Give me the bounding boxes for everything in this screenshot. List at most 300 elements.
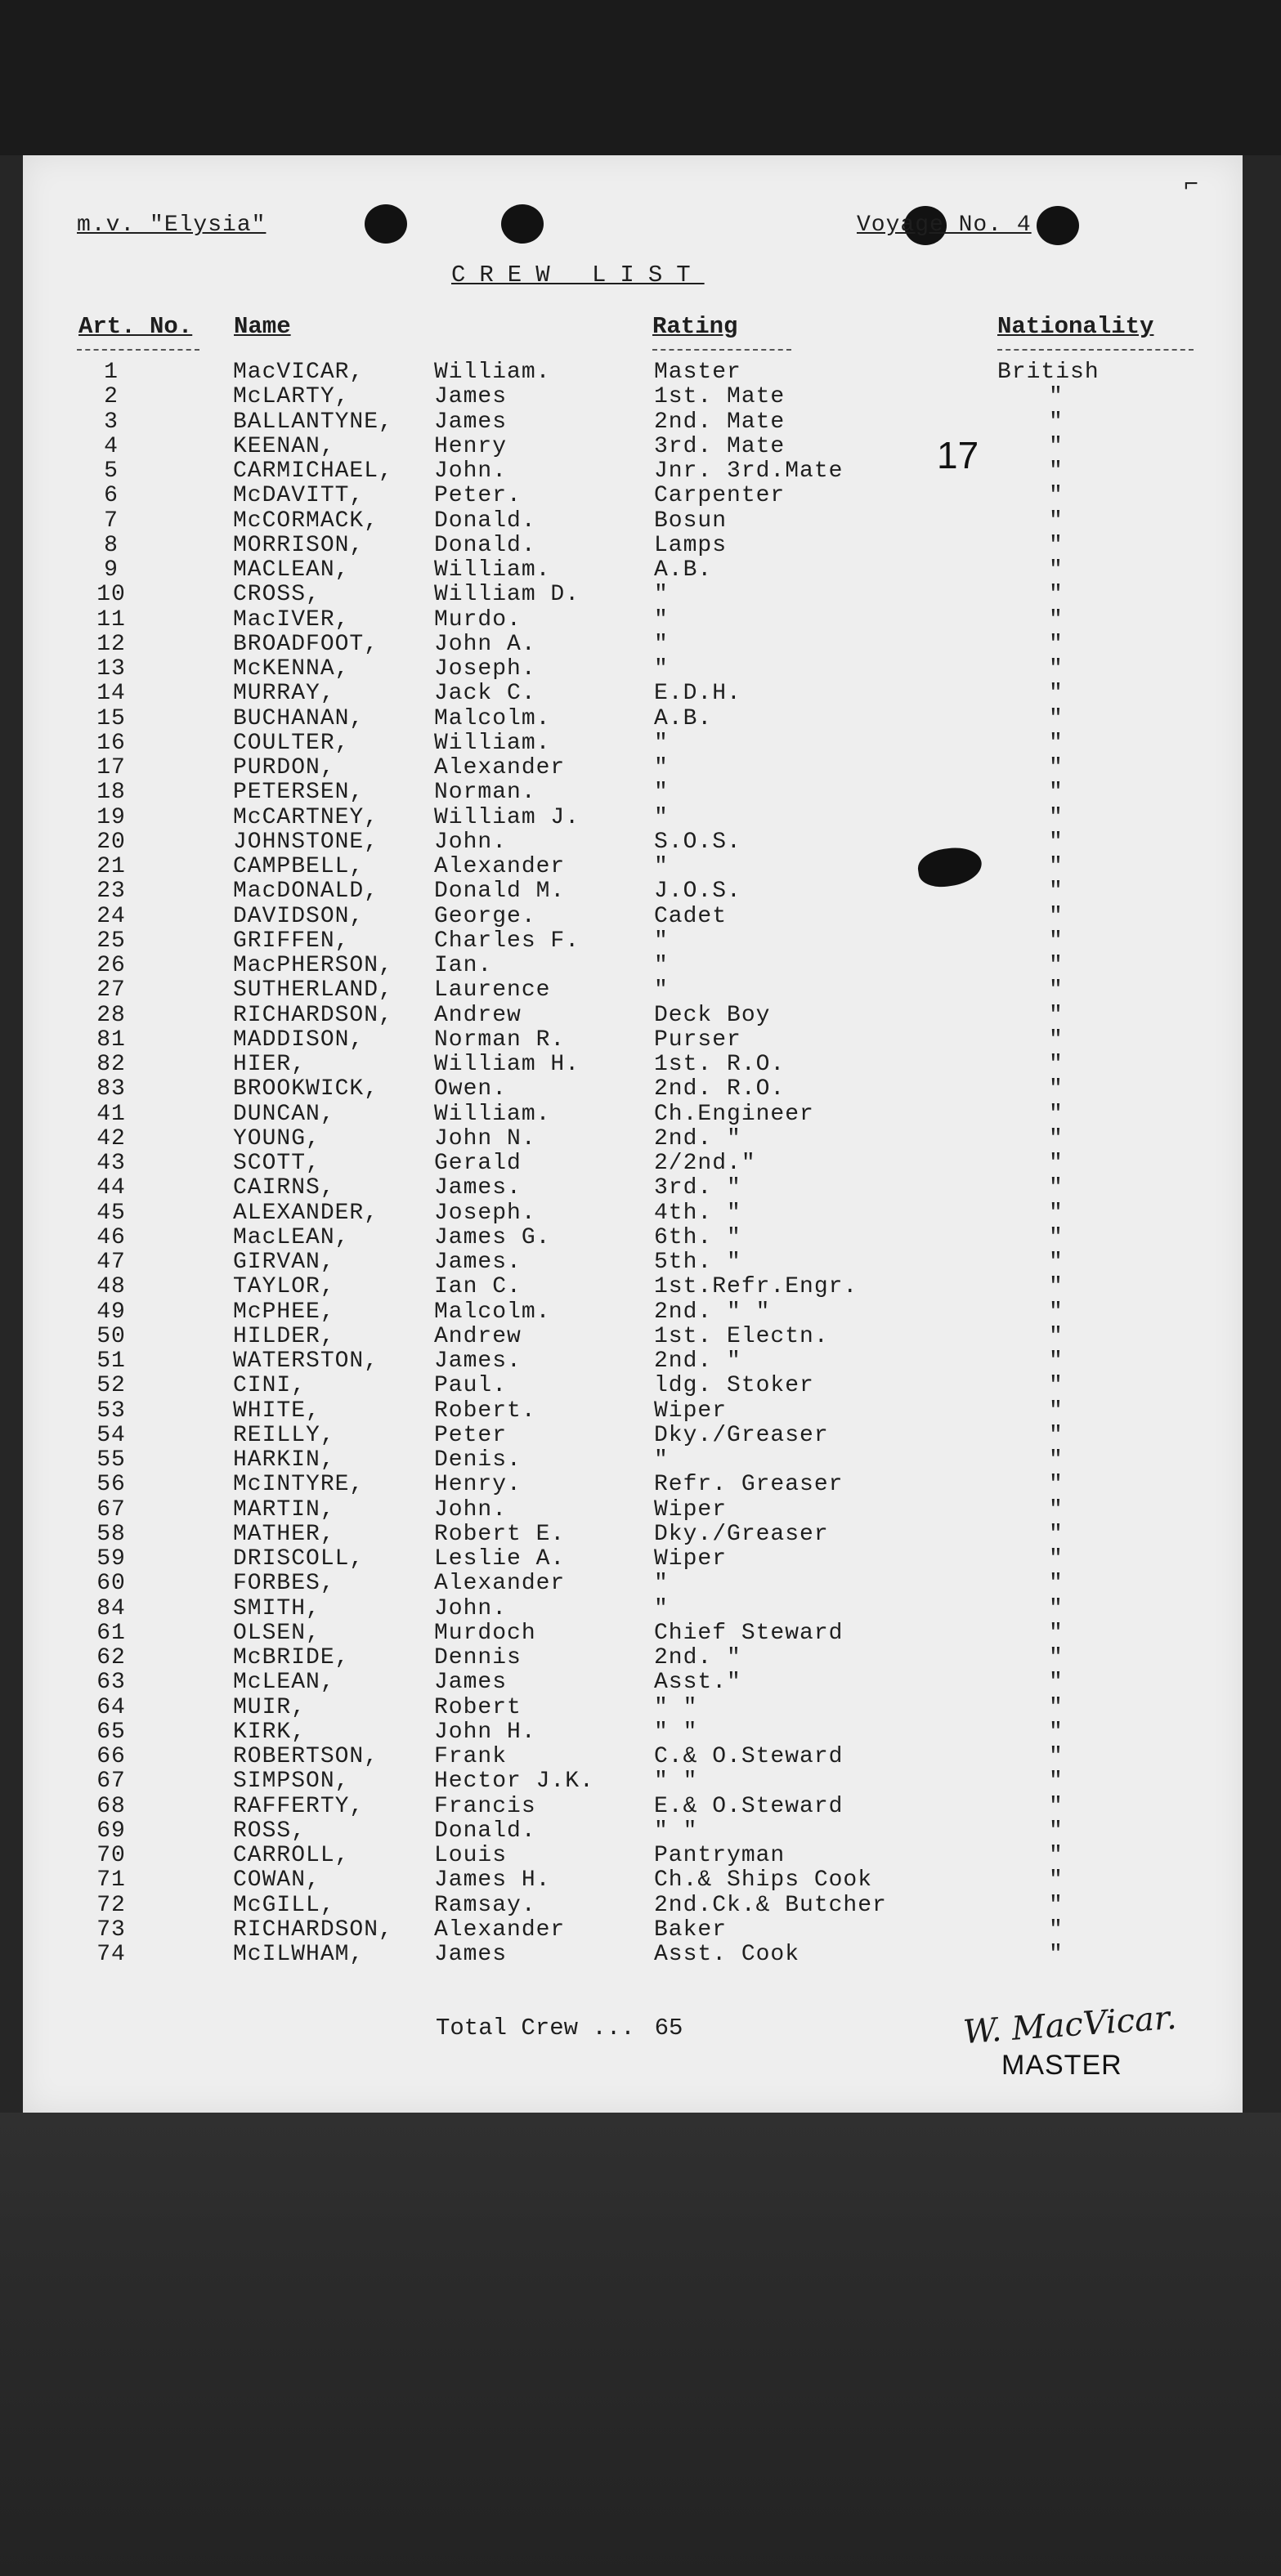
crew-given-name: John.	[434, 829, 508, 855]
crew-nationality: "	[1049, 1892, 1064, 1918]
crew-surname: SIMPSON,	[233, 1769, 350, 1795]
crew-rating: "	[654, 1447, 669, 1473]
crew-rating: " "	[654, 1818, 698, 1844]
crew-art-no: 21	[96, 854, 126, 879]
crew-nationality: "	[1049, 1250, 1064, 1275]
crew-given-name: Henry	[434, 433, 508, 459]
crew-rating: Dky./Greaser	[654, 1521, 829, 1547]
crew-given-name: Ian.	[434, 953, 493, 978]
crew-surname: RAFFERTY,	[233, 1793, 365, 1819]
crew-art-no: 54	[96, 1422, 126, 1448]
crew-rating: 1st. Mate	[654, 384, 786, 410]
crew-art-no: 18	[96, 780, 126, 806]
crew-surname: MATHER,	[233, 1521, 335, 1547]
crew-nationality: "	[1049, 557, 1064, 583]
crew-rating: Wiper	[654, 1398, 728, 1424]
crew-given-name: Malcolm.	[434, 705, 551, 731]
crew-surname: HARKIN,	[233, 1447, 335, 1473]
crew-nationality: "	[1049, 1175, 1064, 1201]
crew-rating: Wiper	[654, 1546, 728, 1572]
crew-given-name: Robert	[434, 1694, 522, 1720]
crew-rating: "	[654, 977, 669, 1004]
crew-rating: "	[654, 780, 669, 806]
crew-given-name: Robert.	[434, 1398, 536, 1424]
crew-surname: MACLEAN,	[233, 557, 350, 583]
crew-rating: Dky./Greaser	[654, 1422, 829, 1448]
crew-surname: McILWHAM,	[233, 1942, 365, 1967]
crew-art-no: 81	[96, 1026, 126, 1053]
crew-rating: Ch.Engineer	[654, 1101, 814, 1127]
crew-rating: Carpenter	[654, 483, 786, 509]
ink-blot	[916, 844, 984, 890]
crew-nationality: "	[1049, 1793, 1064, 1819]
crew-given-name: Malcolm.	[434, 1299, 551, 1325]
crew-art-no: 51	[96, 1348, 126, 1374]
crew-art-no: 49	[96, 1299, 126, 1325]
crew-given-name: Murdoch	[434, 1620, 536, 1646]
crew-nationality: "	[1049, 804, 1064, 830]
crew-rating: "	[654, 631, 669, 657]
crew-rating: Asst. Cook	[654, 1942, 800, 1967]
crew-art-no: 71	[96, 1867, 126, 1894]
crew-nationality: "	[1049, 928, 1064, 954]
crew-nationality: "	[1049, 1595, 1064, 1621]
crew-given-name: William.	[434, 360, 551, 385]
crew-nationality: "	[1049, 1151, 1064, 1176]
crew-rating: "	[654, 755, 669, 780]
column-header-art-no: Art. No.	[78, 313, 193, 340]
crew-surname: YOUNG,	[233, 1125, 320, 1152]
crew-art-no: 83	[96, 1076, 126, 1102]
crew-rating: 2nd. "	[654, 1348, 741, 1374]
crew-nationality: "	[1049, 409, 1064, 435]
crew-surname: BALLANTYNE,	[233, 409, 393, 435]
crew-given-name: Henry.	[434, 1472, 522, 1498]
crew-nationality: "	[1049, 1645, 1064, 1670]
crew-surname: CINI,	[233, 1373, 307, 1399]
crew-surname: McDAVITT,	[233, 483, 365, 509]
crew-given-name: John N.	[434, 1125, 536, 1152]
crew-given-name: Francis	[434, 1793, 536, 1819]
crew-given-name: James.	[434, 1348, 522, 1374]
crew-nationality: "	[1049, 433, 1064, 459]
crew-rating: 2nd. "	[654, 1125, 741, 1152]
crew-art-no: 45	[96, 1200, 126, 1226]
crew-surname: COULTER,	[233, 730, 350, 756]
crew-given-name: William.	[434, 1101, 551, 1127]
crew-given-name: Peter.	[434, 483, 522, 509]
crew-surname: McLARTY,	[233, 384, 350, 410]
crew-nationality: "	[1049, 854, 1064, 879]
header-divider-nationality	[997, 349, 1194, 351]
crew-rating: Chief Steward	[654, 1620, 844, 1646]
crew-art-no: 72	[96, 1892, 126, 1918]
crew-given-name: Charles F.	[434, 928, 580, 954]
crew-surname: McGILL,	[233, 1892, 335, 1918]
crew-nationality: "	[1049, 1422, 1064, 1448]
crew-art-no: 84	[96, 1595, 126, 1621]
crew-art-no: 69	[96, 1818, 126, 1844]
crew-nationality: "	[1049, 1026, 1064, 1053]
crew-art-no: 10	[96, 582, 126, 608]
crew-art-no: 19	[96, 804, 126, 830]
crew-nationality: "	[1049, 1744, 1064, 1769]
crew-surname: OLSEN,	[233, 1620, 320, 1646]
crew-rating: Refr. Greaser	[654, 1472, 844, 1498]
crew-given-name: Donald.	[434, 508, 536, 534]
crew-rating: " "	[654, 1694, 698, 1720]
crew-nationality: "	[1049, 606, 1064, 633]
crew-surname: CARROLL,	[233, 1843, 350, 1868]
crew-rating: Cadet	[654, 903, 728, 929]
crew-art-no: 12	[96, 631, 126, 657]
crew-rating: A.B.	[654, 705, 713, 731]
crew-art-no: 24	[96, 903, 126, 929]
crew-surname: SMITH,	[233, 1595, 320, 1621]
crew-nationality: "	[1049, 1546, 1064, 1572]
crew-surname: TAYLOR,	[233, 1274, 335, 1300]
crew-art-no: 73	[96, 1916, 126, 1943]
crew-surname: PETERSEN,	[233, 780, 365, 806]
crew-given-name: William H.	[434, 1052, 580, 1077]
crew-rating: 2nd. R.O.	[654, 1076, 786, 1102]
crew-art-no: 20	[96, 829, 126, 855]
crew-given-name: Owen.	[434, 1076, 508, 1102]
header-divider-rating	[652, 349, 791, 351]
crew-nationality: "	[1049, 1496, 1064, 1523]
crew-nationality: "	[1049, 1101, 1064, 1127]
crew-given-name: Louis	[434, 1843, 508, 1868]
crew-rating: Pantryman	[654, 1843, 786, 1868]
crew-given-name: John.	[434, 1496, 508, 1523]
crew-given-name: William J.	[434, 804, 580, 830]
crew-art-no: 55	[96, 1447, 126, 1473]
crew-rating: 2nd. "	[654, 1645, 741, 1670]
crew-rating: Wiper	[654, 1496, 728, 1523]
crew-art-no: 1	[104, 360, 119, 385]
crew-nationality: "	[1049, 953, 1064, 978]
crew-nationality: "	[1049, 1200, 1064, 1226]
crew-surname: CARMICHAEL,	[233, 458, 393, 484]
master-signature: W. MacVicar.	[961, 1998, 1178, 2052]
crew-given-name: James G.	[434, 1224, 551, 1250]
crew-nationality: "	[1049, 1694, 1064, 1720]
crew-nationality: "	[1049, 532, 1064, 558]
crew-given-name: Peter	[434, 1422, 508, 1448]
crew-rating: 2/2nd."	[654, 1151, 756, 1176]
crew-rating: "	[654, 953, 669, 978]
crew-given-name: James.	[434, 1250, 522, 1275]
crew-surname: WATERSTON,	[233, 1348, 379, 1374]
crew-surname: McINTYRE,	[233, 1472, 365, 1498]
crew-art-no: 60	[96, 1571, 126, 1597]
crew-given-name: James	[434, 1942, 508, 1967]
crew-rating: 3rd. "	[654, 1175, 741, 1201]
crew-rating: 2nd.Ck.& Butcher	[654, 1892, 887, 1918]
crew-art-no: 3	[104, 409, 119, 435]
crew-surname: RICHARDSON,	[233, 1916, 393, 1943]
crew-rating: Master	[654, 360, 741, 385]
crew-art-no: 6	[104, 483, 119, 509]
crew-rating: 3rd. Mate	[654, 433, 786, 459]
crew-art-no: 7	[104, 508, 119, 534]
crew-art-no: 25	[96, 928, 126, 954]
crew-nationality: "	[1049, 1002, 1064, 1028]
crew-given-name: Gerald	[434, 1151, 522, 1176]
crew-surname: ROSS,	[233, 1818, 307, 1844]
crew-given-name: George.	[434, 903, 536, 929]
crew-art-no: 68	[96, 1793, 126, 1819]
crew-rating: "	[654, 1571, 669, 1597]
crew-surname: MacPHERSON,	[233, 953, 393, 978]
crew-rating: 1st.Refr.Engr.	[654, 1274, 858, 1300]
crew-nationality: "	[1049, 1670, 1064, 1696]
crew-surname: MacDONALD,	[233, 879, 379, 905]
crew-nationality: "	[1049, 879, 1064, 905]
crew-given-name: Leslie A.	[434, 1546, 566, 1572]
crew-surname: CROSS,	[233, 582, 320, 608]
crew-art-no: 4	[104, 433, 119, 459]
crew-rating: J.O.S.	[654, 879, 741, 905]
crew-surname: CAIRNS,	[233, 1175, 335, 1201]
crew-art-no: 28	[96, 1002, 126, 1028]
crew-surname: MUIR,	[233, 1694, 307, 1720]
crew-rating: Asst."	[654, 1670, 741, 1696]
crew-art-no: 53	[96, 1398, 126, 1424]
crew-art-no: 52	[96, 1373, 126, 1399]
crew-nationality: "	[1049, 1299, 1064, 1325]
crew-nationality: "	[1049, 1942, 1064, 1967]
crew-given-name: Laurence	[434, 977, 551, 1004]
crew-rating: A.B.	[654, 557, 713, 583]
crew-nationality: "	[1049, 1373, 1064, 1399]
crew-art-no: 27	[96, 977, 126, 1004]
crew-rating: "	[654, 804, 669, 830]
crew-rating: 5th. "	[654, 1250, 741, 1275]
crew-nationality: "	[1049, 730, 1064, 756]
crew-surname: BUCHANAN,	[233, 705, 365, 731]
crew-art-no: 47	[96, 1250, 126, 1275]
crew-art-no: 43	[96, 1151, 126, 1176]
crew-surname: DAVIDSON,	[233, 903, 365, 929]
crew-nationality: "	[1049, 1818, 1064, 1844]
scan-border-top	[0, 0, 1281, 155]
crew-rating: "	[654, 1595, 669, 1621]
crew-nationality: "	[1049, 1224, 1064, 1250]
crew-rating: C.& O.Steward	[654, 1744, 844, 1769]
crew-surname: GRIFFEN,	[233, 928, 350, 954]
crew-list-document	[23, 155, 1243, 2113]
crew-surname: McCORMACK,	[233, 508, 379, 534]
crew-art-no: 44	[96, 1175, 126, 1201]
crew-art-no: 48	[96, 1274, 126, 1300]
crew-art-no: 67	[96, 1769, 126, 1795]
crew-surname: KIRK,	[233, 1719, 307, 1745]
crew-nationality: "	[1049, 1274, 1064, 1300]
crew-nationality: "	[1049, 1052, 1064, 1077]
crew-nationality: "	[1049, 1323, 1064, 1349]
torn-corner-mark: ⌐	[1184, 172, 1199, 199]
crew-given-name: James H.	[434, 1867, 551, 1894]
crew-art-no: 16	[96, 730, 126, 756]
crew-nationality: "	[1049, 1867, 1064, 1894]
crew-nationality: "	[1049, 1719, 1064, 1745]
crew-nationality: "	[1049, 384, 1064, 410]
crew-nationality: "	[1049, 1571, 1064, 1597]
crew-nationality: "	[1049, 1769, 1064, 1795]
crew-art-no: 56	[96, 1472, 126, 1498]
crew-given-name: William.	[434, 730, 551, 756]
crew-rating: " "	[654, 1719, 698, 1745]
crew-nationality: "	[1049, 1620, 1064, 1646]
crew-art-no: 13	[96, 656, 126, 682]
crew-surname: WHITE,	[233, 1398, 320, 1424]
crew-rating: 4th. "	[654, 1200, 741, 1226]
crew-surname: MADDISON,	[233, 1026, 365, 1053]
crew-nationality: "	[1049, 1447, 1064, 1473]
crew-art-no: 61	[96, 1620, 126, 1646]
crew-rating: "	[654, 656, 669, 682]
crew-given-name: Donald.	[434, 532, 536, 558]
crew-rating: E.D.H.	[654, 681, 741, 707]
crew-surname: CAMPBELL,	[233, 854, 365, 879]
crew-art-no: 5	[104, 458, 119, 484]
crew-nationality: "	[1049, 483, 1064, 509]
crew-art-no: 11	[96, 606, 126, 633]
crew-rating: "	[654, 854, 669, 879]
crew-rating: 1st. Electn.	[654, 1323, 829, 1349]
crew-surname: ROBERTSON,	[233, 1744, 379, 1769]
crew-nationality: "	[1049, 1843, 1064, 1868]
crew-surname: REILLY,	[233, 1422, 335, 1448]
crew-given-name: Paul.	[434, 1373, 508, 1399]
crew-given-name: John.	[434, 1595, 508, 1621]
crew-surname: McPHEE,	[233, 1299, 335, 1325]
signatory-role: MASTER	[1001, 2050, 1122, 2081]
crew-surname: McBRIDE,	[233, 1645, 350, 1670]
crew-given-name: Donald M.	[434, 879, 566, 905]
crew-rating: Baker	[654, 1916, 728, 1943]
crew-surname: COWAN,	[233, 1867, 320, 1894]
crew-given-name: John H.	[434, 1719, 536, 1745]
column-header-rating: Rating	[652, 313, 738, 340]
crew-nationality: "	[1049, 582, 1064, 608]
crew-art-no: 41	[96, 1101, 126, 1127]
crew-given-name: Murdo.	[434, 606, 522, 633]
crew-surname: MARTIN,	[233, 1496, 335, 1523]
crew-nationality: "	[1049, 458, 1064, 484]
crew-surname: McKENNA,	[233, 656, 350, 682]
crew-rating: Jnr. 3rd.Mate	[654, 458, 844, 484]
crew-surname: BROOKWICK,	[233, 1076, 379, 1102]
crew-given-name: Hector J.K.	[434, 1769, 594, 1795]
crew-rating: "	[654, 582, 669, 608]
crew-nationality: "	[1049, 631, 1064, 657]
header-divider-art-no	[77, 349, 199, 351]
crew-rating: Bosun	[654, 508, 728, 534]
crew-given-name: Denis.	[434, 1447, 522, 1473]
crew-surname: McCARTNEY,	[233, 804, 379, 830]
crew-nationality: "	[1049, 1472, 1064, 1498]
total-crew-label: Total Crew ...	[436, 2015, 635, 2042]
crew-surname: KEENAN,	[233, 433, 335, 459]
crew-surname: HIER,	[233, 1052, 307, 1077]
crew-art-no: 74	[96, 1942, 126, 1967]
crew-given-name: William D.	[434, 582, 580, 608]
crew-given-name: Alexander	[434, 755, 566, 780]
crew-surname: GIRVAN,	[233, 1250, 335, 1275]
scan-border-bottom	[0, 2113, 1281, 2576]
crew-surname: McLEAN,	[233, 1670, 335, 1696]
crew-rating: 2nd. " "	[654, 1299, 771, 1325]
crew-art-no: 8	[104, 532, 119, 558]
crew-nationality: "	[1049, 1521, 1064, 1547]
crew-art-no: 17	[96, 755, 126, 780]
crew-surname: HILDER,	[233, 1323, 335, 1349]
crew-rating: ldg. Stoker	[654, 1373, 814, 1399]
crew-rating: "	[654, 928, 669, 954]
stamped-number: 17	[937, 434, 979, 476]
crew-given-name: Dennis	[434, 1645, 522, 1670]
voyage-number: Voyage No. 4	[857, 212, 1032, 238]
crew-given-name: Ramsay.	[434, 1892, 536, 1918]
vessel-name: m.v. "Elysia"	[77, 212, 267, 238]
crew-nationality: "	[1049, 903, 1064, 929]
crew-art-no: 62	[96, 1645, 126, 1670]
crew-given-name: James	[434, 1670, 508, 1696]
crew-rating: 6th. "	[654, 1224, 741, 1250]
crew-surname: MacVICAR,	[233, 360, 365, 385]
crew-given-name: Donald.	[434, 1818, 536, 1844]
punch-hole-right-2	[1037, 206, 1079, 245]
crew-surname: MacIVER,	[233, 606, 350, 633]
crew-given-name: Andrew	[434, 1323, 522, 1349]
crew-surname: MURRAY,	[233, 681, 335, 707]
crew-art-no: 65	[96, 1719, 126, 1745]
crew-nationality: "	[1049, 705, 1064, 731]
crew-given-name: Robert E.	[434, 1521, 566, 1547]
crew-art-no: 50	[96, 1323, 126, 1349]
crew-nationality: "	[1049, 508, 1064, 534]
crew-art-no: 23	[96, 879, 126, 905]
crew-art-no: 26	[96, 953, 126, 978]
crew-surname: SCOTT,	[233, 1151, 320, 1176]
crew-given-name: Joseph.	[434, 656, 536, 682]
crew-art-no: 42	[96, 1125, 126, 1152]
crew-art-no: 14	[96, 681, 126, 707]
crew-nationality: "	[1049, 1398, 1064, 1424]
crew-rating: E.& O.Steward	[654, 1793, 844, 1819]
document-title: CREW LIST	[451, 262, 705, 288]
crew-rating: "	[654, 606, 669, 633]
crew-given-name: Joseph.	[434, 1200, 536, 1226]
crew-nationality: "	[1049, 1076, 1064, 1102]
crew-nationality: "	[1049, 780, 1064, 806]
crew-art-no: 67	[96, 1496, 126, 1523]
crew-rating: 1st. R.O.	[654, 1052, 786, 1077]
crew-surname: DRISCOLL,	[233, 1546, 365, 1572]
crew-rating: "	[654, 730, 669, 756]
crew-nationality: "	[1049, 755, 1064, 780]
crew-given-name: John.	[434, 458, 508, 484]
crew-surname: DUNCAN,	[233, 1101, 335, 1127]
column-header-nationality: Nationality	[997, 313, 1154, 340]
crew-art-no: 59	[96, 1546, 126, 1572]
punch-hole-center	[501, 204, 544, 244]
crew-art-no: 82	[96, 1052, 126, 1077]
crew-nationality: "	[1049, 1348, 1064, 1374]
crew-rating: Deck Boy	[654, 1002, 771, 1028]
